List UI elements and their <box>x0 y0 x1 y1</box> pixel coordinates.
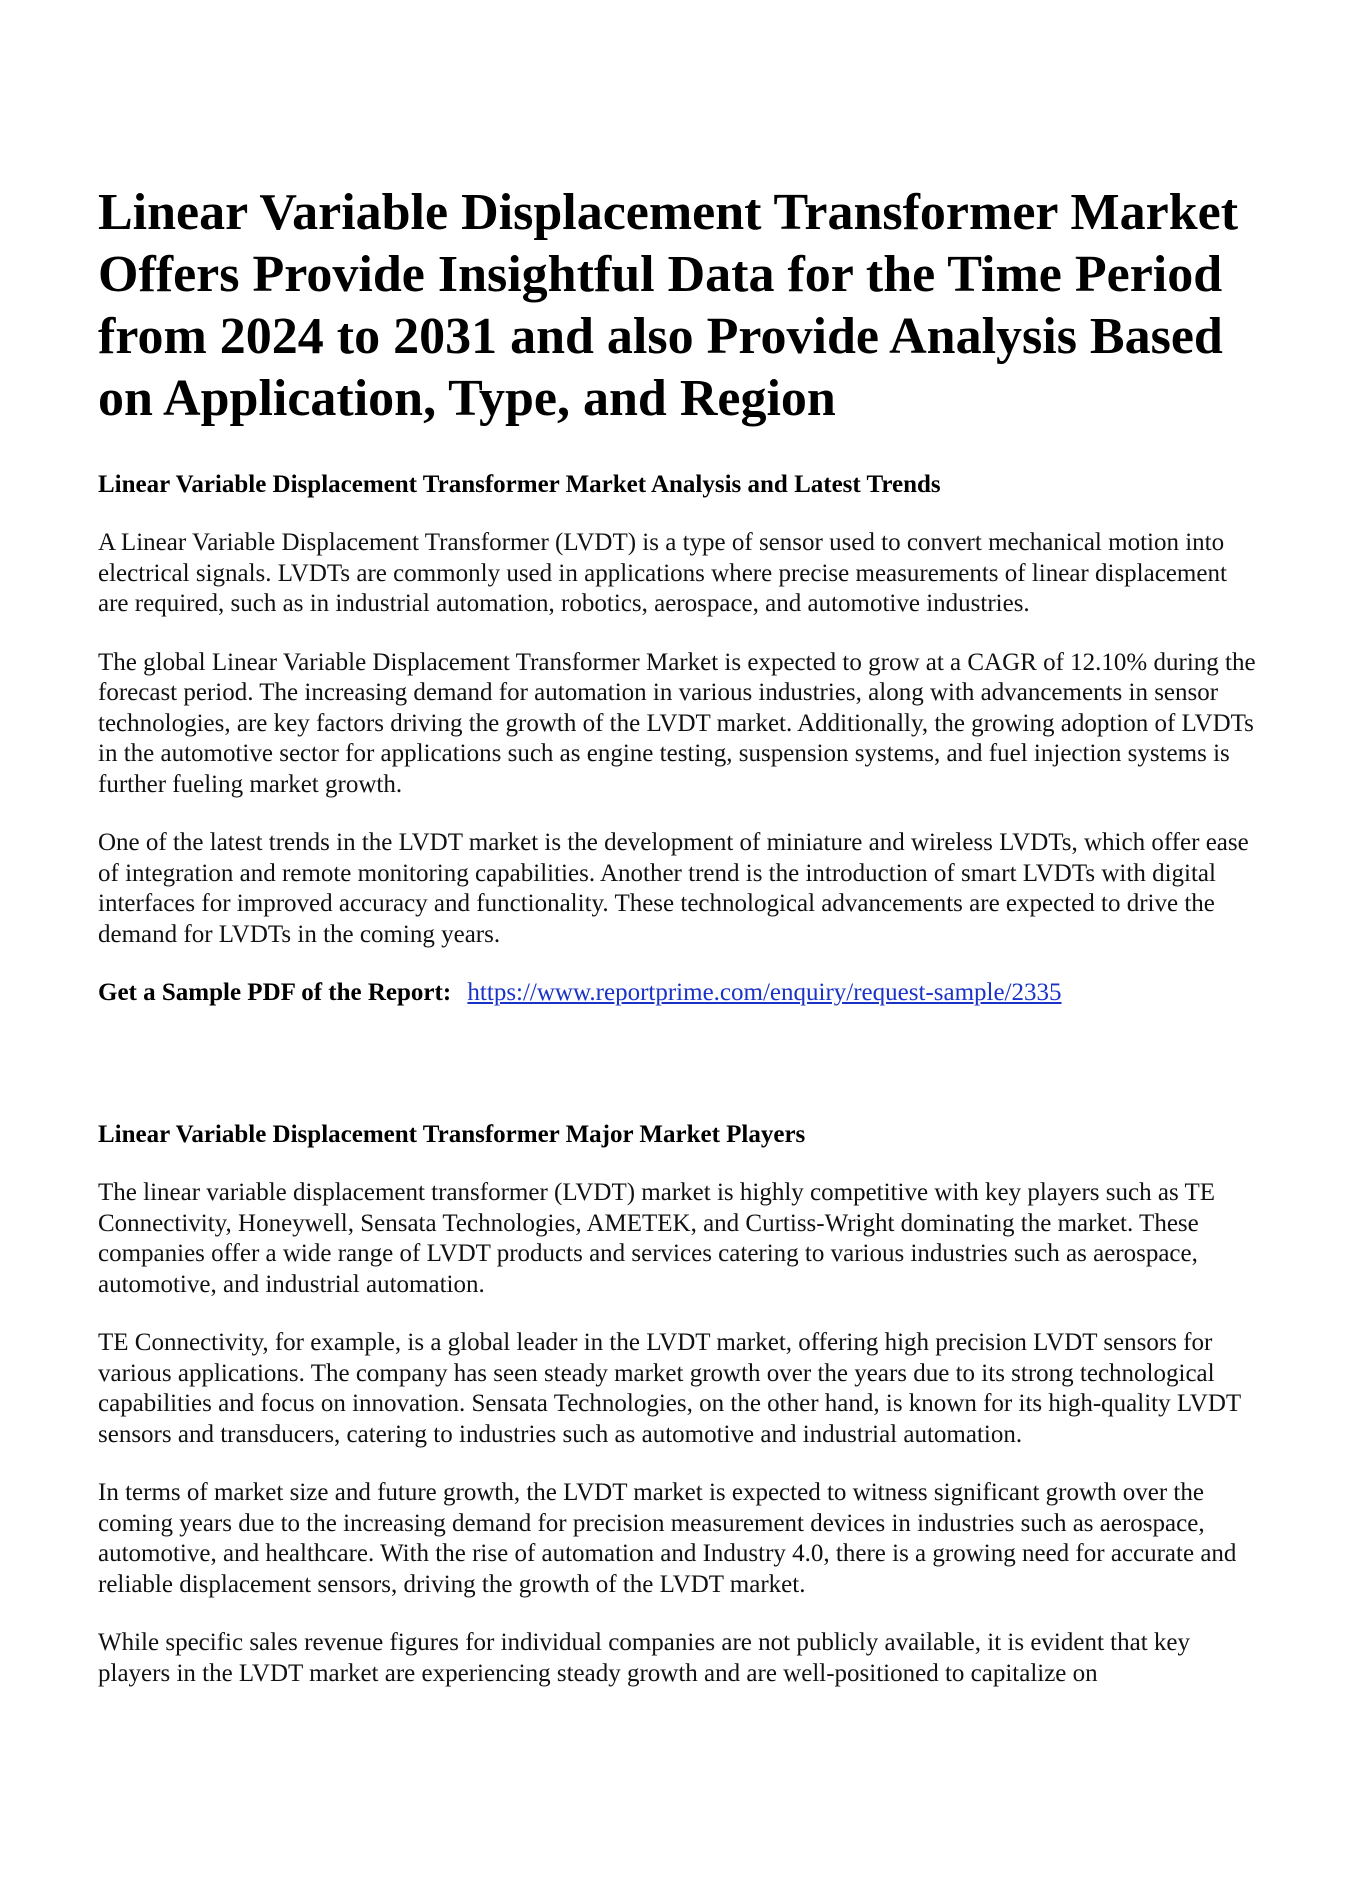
paragraph: In terms of market size and future growth, the LVDT market is expected to witness significant growth over the coming years due to the increasing demand for precision measurement devices in industries such as aerospace, automotive, and healthcare. With the rise of automation and Industry 4.0, there is a growing need for accurate and reliable displacement sensors, driving the growth of the LVDT market. <box>98 1479 1237 1598</box>
paragraph: While specific sales revenue figures for individual companies are not publicly available, it is evident that key players in the LVDT market are experiencing steady growth and are well-positioned to capitalize on <box>98 1629 1190 1687</box>
paragraph: The linear variable displacement transformer (LVDT) market is highly competitive with key players such as TE Connectivity, Honeywell, Sensata Technologies, AMETEK, and Curtiss-Wright dominating the market. These companies offer a wide range of LVDT products and services catering to various industries such as aerospace, automotive, and industrial automation. <box>98 1179 1216 1298</box>
sample-pdf-link[interactable]: https://www.reportprime.com/enquiry/request-sample/2335 <box>467 979 1062 1006</box>
section-heading-players: Linear Variable Displacement Transformer Major Market Players <box>98 1121 806 1148</box>
page-title: Linear Variable Displacement Transformer Market Offers Provide Insightful Data for the Time Period from 2024 to 2031 and also Provide Analysis Based on Application, Type, and Region <box>98 184 1239 427</box>
sample-pdf-line <box>98 978 1258 1008</box>
sample-pdf-label: Get a Sample PDF of the Report: <box>98 979 452 1006</box>
paragraph: One of the latest trends in the LVDT market is the development of miniature and wireless LVDTs, which offer ease of integration and remote monitoring capabilities. Another trend is the introduction of smart LVDTs with digital interfaces for improved accuracy and functionality. These technological advancements are expected to drive the demand for LVDTs in the coming years. <box>98 829 1249 948</box>
document-page <box>98 182 1258 1717</box>
paragraph: TE Connectivity, for example, is a global leader in the LVDT market, offering high precision LVDT sensors for various applications. The company has seen steady market growth over the years due to its strong technological capabilities and focus on innovation. Sensata Technologies, on the other hand, is known for its high-quality LVDT sensors and transducers, catering to industries such as automotive and industrial automation. <box>98 1329 1241 1448</box>
section-heading-analysis: Linear Variable Displacement Transformer Market Analysis and Latest Trends <box>98 471 941 498</box>
paragraph: A Linear Variable Displacement Transformer (LVDT) is a type of sensor used to convert mechanical motion into electrical signals. LVDTs are commonly used in applications where precise measurements of linear displacement are required, such as in industrial automation, robotics, aerospace, and automotive industries. <box>98 529 1227 617</box>
paragraph: The global Linear Variable Displacement Transformer Market is expected to grow at a CAGR of 12.10% during the forecast period. The increasing demand for automation in various industries, along with advancements in sensor technologies, are key factors driving the growth of the LVDT market. Additionally, the growing adoption of LVDTs in the automotive sector for applications such as engine testing, suspension systems, and fuel injection systems is further fueling market growth. <box>98 648 1256 798</box>
